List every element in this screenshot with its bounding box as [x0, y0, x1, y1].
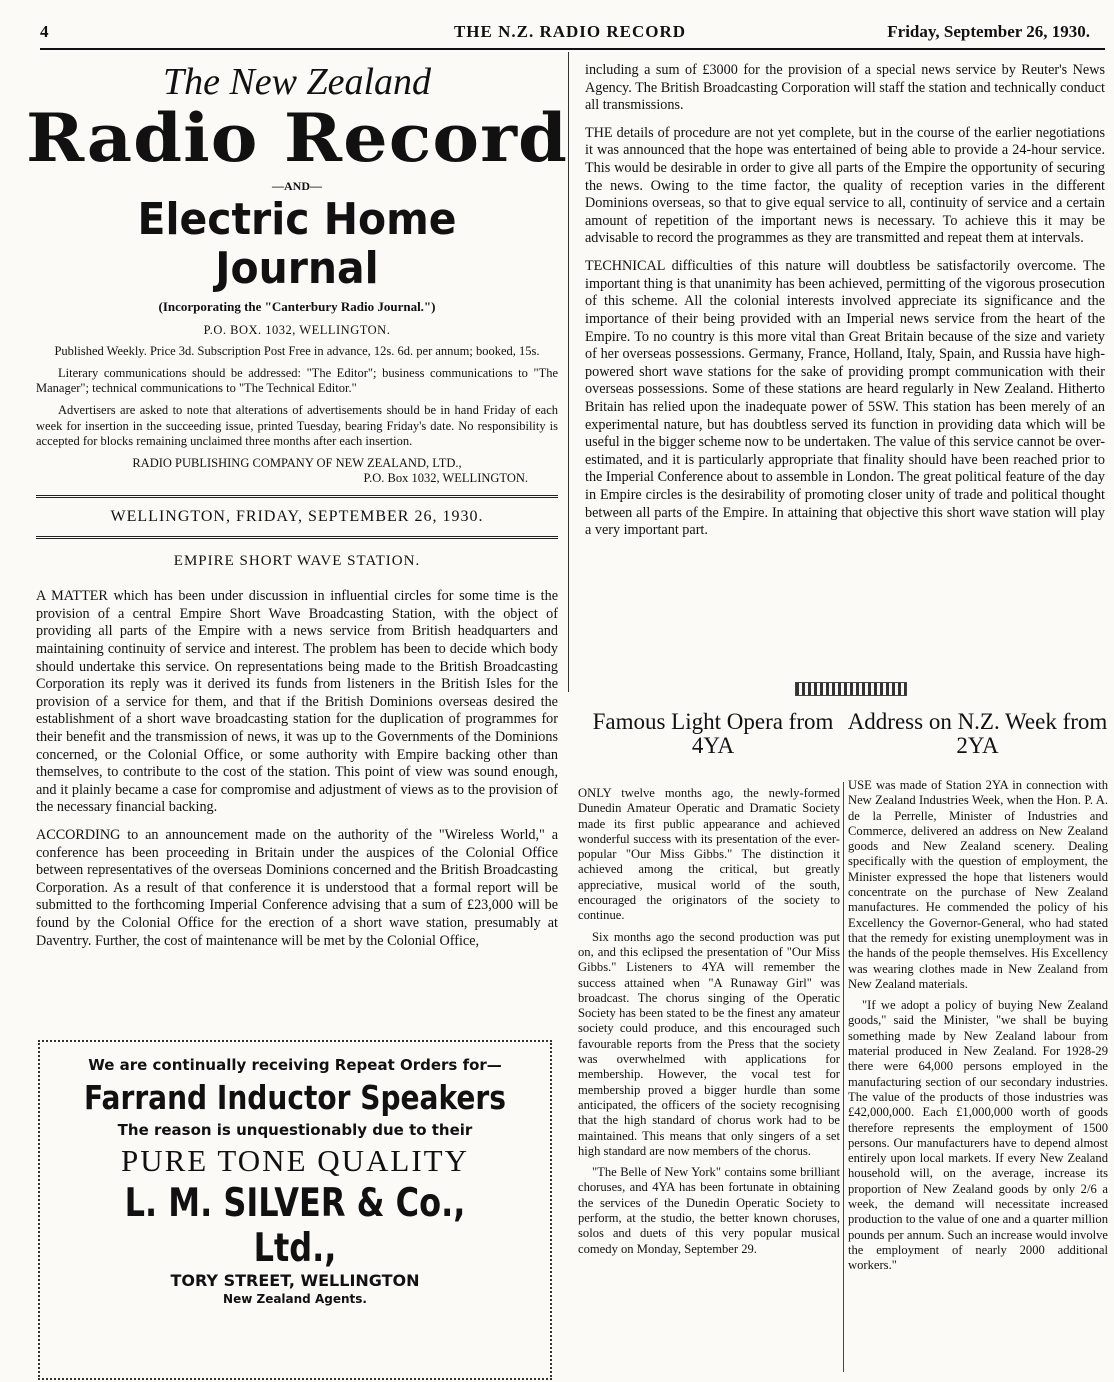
publication-title: THE N.Z. RADIO RECORD — [453, 22, 687, 41]
dateline: WELLINGTON, FRIDAY, SEPTEMBER 26, 1930. — [110, 508, 484, 526]
editorial-paragraph: TECHNICAL difficulties of this nature will doubtless be satisfactorily overcome. The important thing is that unanimity has been achieved, permitting of the vigorous prosecution of this scheme. All the colonial interests involved appreciate its significance and the importance of their being provided with an Imperial news service from the heart of the Empire. To no country is this more vital than Great Britain because of the size and variety of her overseas possessions. Germany, France, Holland, Italy, Spain, and Russia have high-powered short wave stations for the sake of providing prompt communication with their overseas possessions. Some of these stations are heard regularly in New Zealand. Hitherto Britain has relied upon the inadequate power of 5SW. This station has been merely of an experimental nature, but has doubtless served its function in providing data which will be useful in the bigger scheme now to be undertaken. The value of this service cannot be over-estimated, and it is particularly appropriate that finality should have been reached prior to the Imperial Conference about to assemble in London. The great political feature of the day in Empire circles is the desirability of promoting closer unity of trade and political thought between all parts of the Empire. In attaining that objective this short wave station will play a very important part. — [585, 258, 1105, 539]
company-box: P.O. Box 1032, WELLINGTON. — [363, 471, 528, 486]
masthead-line1: The New Zealand — [162, 61, 432, 103]
article-paragraph: "The Belle of New York" contains some brilliant choruses, and 4YA has been fortunate in obtaining the services of the Dunedin Operatic Society to perform, at the studio, the better known choruses, solos and duets of this very popular musical comedy on Monday, September 29. — [578, 1165, 840, 1256]
ad-agents: New Zealand Agents. — [223, 1292, 367, 1306]
article-paragraph: USE was made of Station 2YA in connection with New Zealand Industries Week, when the Hon. P. A. de la Perrelle, Minister of Industries and Commerce, delivered an address on New Zealand goods and New Zealand scenery. Dealing specifically with the question of employment, the Minister expressed the hope that listeners would concentrate on the purchase of New Zealand manufactures. He commended the policy of his Excellency the Governor-General, who had stated that the remedy for existing unemployment was in the hands of the people themselves. His Excellency was wearing clothes made in New Zealand from New Zealand materials. — [848, 778, 1108, 991]
editorial-paragraph: A MATTER which has been under discussion in influential circles for some time is the provision of a central Empire Short Wave Broadcasting Station, with the object of providing all parts of the Empire with a news service from British headquarters and maintaining continuity of service and interest. The problem has been to decide which body should undertake this service. On representations being made to the British Broadcasting Corporation its reply was it derived its funds from listeners in the British Isles for the provision of a service for them, and that if the British Dominions overseas desired the establishment of a short wave broadcasting station for the duplication of programmes for their benefit and the transmission of news, it was up to the Governments of the Dominions concerned, or the Colonial Office, or some authority with Empire backing other than themselves, to contribute to the cost of the station. This point of view was sound enough, and it plainly became a case for compromise and adjustment of views as to the provision of the necessary financial backing. — [36, 588, 558, 816]
left-column — [25, 58, 568, 950]
page-header — [40, 22, 1100, 48]
editorial-title: EMPIRE SHORT WAVE STATION. — [173, 553, 421, 570]
literary-notice: Literary communications should be addressed: "The Editor"; business communications to "The Manager"; technical communications to "The Technical Editor." — [36, 365, 558, 396]
ornament-divider — [795, 682, 907, 696]
article-paragraph: Six months ago the second production was put on, and this eclipsed the presentation of "Our Miss Gibbs." Listeners to 4YA will remember the success attained when "A Runaway Girl" was broadcast. The chorus singing of the Operatic Society has been stated to be the finest any amateur society could produce, and this encouraged such favourable reports from the Press that the society was overwhelmed with applications for membership. However, the vocal test for membership proved a bigger hurdle than some anticipated, the officers of the society recognising that the high standard of chorus work had to be maintained. This means that only singers of a set high standard are now members of the chorus. — [578, 929, 840, 1158]
editorial-paragraph: ACCORDING to an announcement made on the authority of the "Wireless World," a conference has been proceeding in Britain under the auspices of the Colonial Office between representatives of the overseas Dominions concerned and the British Broadcasting Corporation. As a result of that conference it is understood that a formal report will be submitted to the forthcoming Imperial Conference advising that a sum of £23,000 will be found by the Colonial Office for the erection of a short wave station, presumably at Daventry. Further, the cost of maintenance will be met by the Colonial Office, — [36, 827, 558, 949]
masthead-and: —AND— — [272, 179, 322, 194]
article-paragraph: ONLY twelve months ago, the newly-formed Dunedin Amateur Operatic and Dramatic Society made its first public appearance and achieved wonderful success with its presentation of the ever-popular "Our Miss Gibbs." The distinction it achieved among the critical, but greatly appreciative, musical world of the south, encouraged the originators of the society to continue. — [578, 786, 840, 923]
article-divider — [843, 782, 844, 1372]
masthead-box: P.O. BOX. 1032, WELLINGTON. — [203, 323, 391, 338]
article2-headline: Address on N.Z. Week from 2YA — [847, 709, 1108, 759]
ad-slogan: PURE TONE QUALITY — [120, 1143, 469, 1178]
article1-headline: Famous Light Opera from 4YA — [592, 709, 834, 759]
ad-line: We are continually receiving Repeat Orders for— — [88, 1056, 502, 1074]
ad-company: L. M. SILVER & Co., Ltd., — [124, 1181, 466, 1271]
publication-notices — [36, 344, 558, 487]
advertisers-notice: Advertisers are asked to note that alterations of advertisements should be in hand Friday of each week for insertion in the succeeding issue, printed Tuesday, bearing Friday's date. No responsibility is accepted for blocks remaining unclaimed three months after each insertion. — [36, 402, 558, 449]
article-paragraph: "If we adopt a policy of buying New Zealand goods," said the Minister, "we shall be buying something made by New Zealand labour from material produced in New Zealand. For 1928-29 there were 64,000 persons employed in the manufacturing section of our secondary industries. The value of the products of those industries was £42,000,000. Each £1,000,000 worth of goods therefore represents the employment of 1500 persons. Our manufacturers have to depend almost entirely upon local markets. If every New Zealand household will, on the average, increase its proportion of New Zealand goods by only 2/6 a week, the demand will necessitate increased production to the value of one and a quarter million pounds per annum. Such an increase would involve the employment of nearly 2000 additional workers." — [848, 998, 1108, 1273]
masthead-subtitle: Electric Home Journal — [137, 194, 457, 294]
rule — [36, 495, 558, 498]
article1-body — [578, 786, 840, 1257]
ad-address: TORY STREET, WELLINGTON — [170, 1271, 420, 1290]
rule — [36, 536, 558, 539]
issue-date: Friday, September 26, 1930. — [887, 22, 1090, 41]
ad-product: Farrand Inductor Speakers — [84, 1078, 506, 1117]
header-rule — [40, 48, 1105, 50]
advertisement — [38, 1040, 552, 1380]
ad-line: The reason is unquestionably due to their — [117, 1121, 473, 1139]
editorial-body — [36, 588, 558, 950]
editorial-paragraph: THE details of procedure are not yet complete, but in the course of the earlier negotiations it was announced that the hope was entertained of being able to provide a 24-hour service. This would be desirable in order to give all parts of the Empire the opportunity of securing the news. Owing to the time factor, the quality of reception varies in the different Dominions overseas, so that to give equal service to all, continuity of service and a certain amount of repetition of the important news is necessary. To achieve this it may be advisable to record the programmes as they are transmitted and repeat them at intervals. — [585, 124, 1105, 247]
company-name: RADIO PUBLISHING COMPANY OF NEW ZEALAND, LTD., — [132, 455, 462, 470]
editorial-paragraph: including a sum of £3000 for the provision of a special news service by Reuter's News Agency. The British Broadcasting Corporation will staff the station and technically conduct all transmissions. — [585, 62, 1105, 114]
editorial-continued — [585, 62, 1105, 540]
published-notice: Published Weekly. Price 3d. Subscription Post Free in advance, 12s. 6d. per annum; booked, 15s. — [54, 344, 540, 359]
page-number: 4 — [40, 22, 49, 41]
masthead-incorporating: (Incorporating the "Canterbury Radio Journal.") — [158, 299, 436, 315]
masthead-title: Radio Record — [25, 99, 568, 177]
article2-body — [848, 778, 1108, 1274]
